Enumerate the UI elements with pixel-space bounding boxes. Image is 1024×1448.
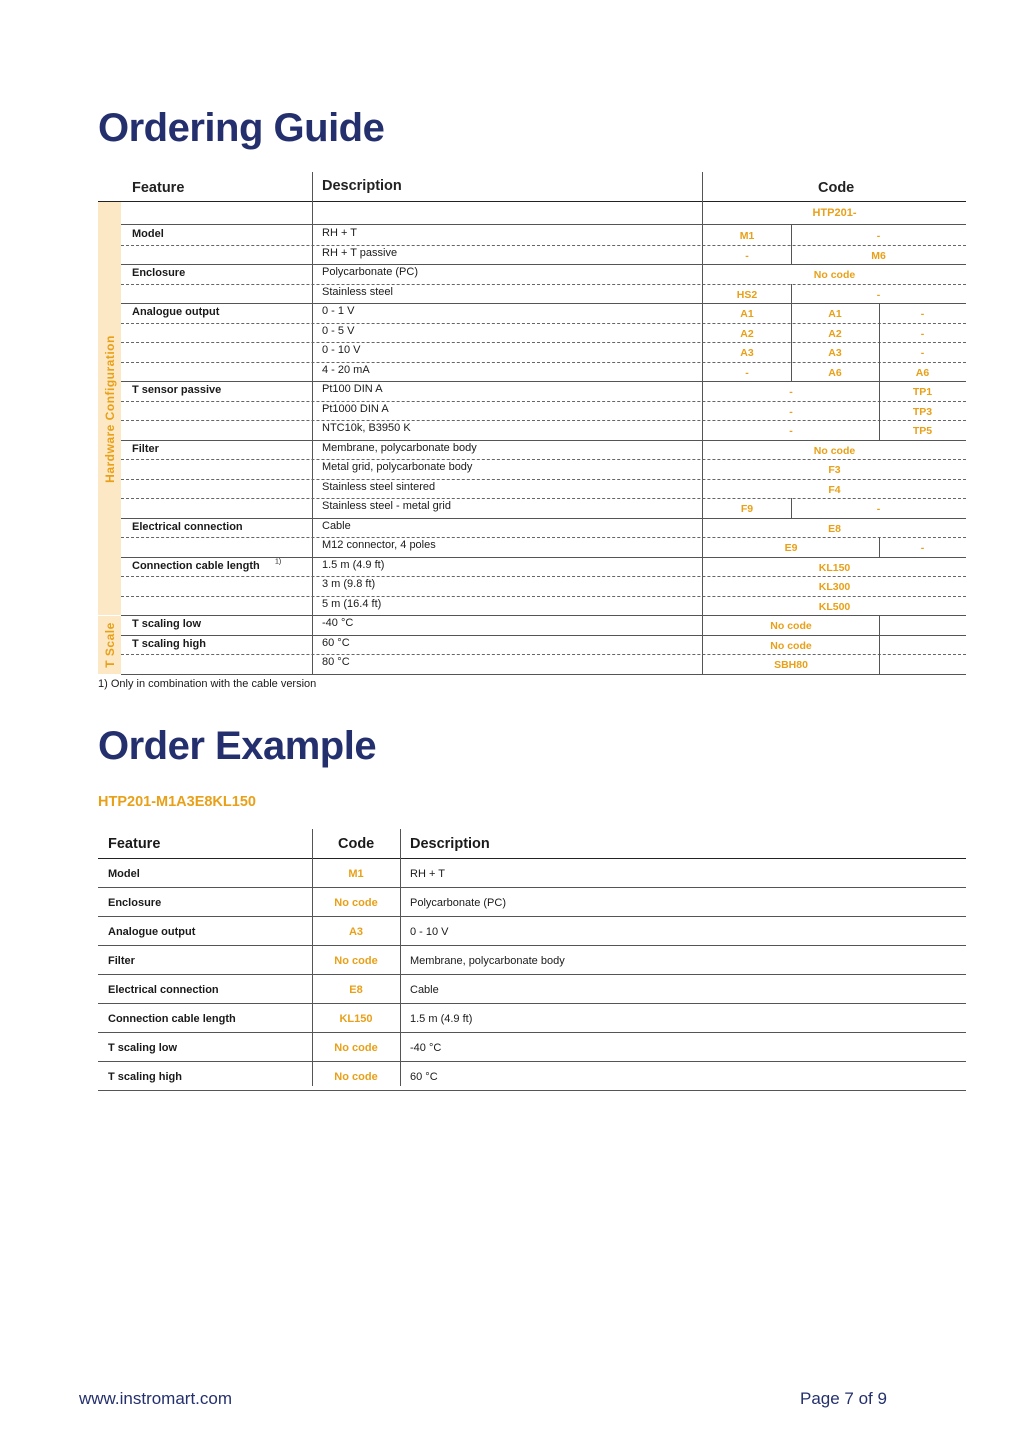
- feature-label: T scaling high: [132, 637, 206, 650]
- description-label: Stainless steel - metal grid: [322, 500, 451, 512]
- table-row: [121, 537, 966, 558]
- order-example-table: [98, 829, 966, 1091]
- example-row: [98, 888, 966, 917]
- code-cell: -: [920, 327, 925, 340]
- code-cell-divider: [879, 323, 880, 343]
- description-label: Cable: [322, 519, 351, 532]
- code-cell-divider: [879, 537, 880, 557]
- description-label: 0 - 10 V: [322, 344, 361, 356]
- code-cell: No code: [813, 444, 856, 457]
- order-example-code: HTP201-M1A3E8KL150: [98, 794, 256, 810]
- example-description: Membrane, polycarbonate body: [410, 955, 565, 967]
- example-feature: Filter: [108, 955, 135, 967]
- table-row: [121, 615, 966, 636]
- table-row: [121, 323, 966, 344]
- example-row: [98, 1004, 966, 1033]
- code-cell-divider: [879, 635, 880, 655]
- example-code: No code: [334, 955, 378, 967]
- table-row: [121, 401, 966, 422]
- footnote-marker: 1): [275, 558, 282, 566]
- ordering-guide-table: [98, 172, 966, 674]
- example-code: No code: [334, 1042, 378, 1054]
- code-cell: No code: [770, 639, 812, 652]
- example-description: 1.5 m (4.9 ft): [410, 1013, 473, 1025]
- description-label: -40 °C: [322, 617, 354, 629]
- example-feature: Model: [108, 868, 140, 880]
- description-label: RH + T passive: [322, 246, 398, 259]
- side-label-hardware-text: Hardware Configuration: [102, 334, 117, 483]
- base-code-row: [121, 202, 966, 225]
- code-cell-divider: [791, 362, 792, 382]
- example-code: No code: [334, 1071, 378, 1083]
- table-row: [121, 381, 966, 402]
- code-cell: No code: [770, 620, 812, 632]
- code-cell: A6: [828, 366, 842, 379]
- code-cell-divider: [791, 342, 792, 362]
- code-cell: A3: [740, 347, 754, 359]
- example-code: E8: [349, 984, 363, 996]
- code-cell: A2: [828, 327, 842, 340]
- code-cell: E9: [784, 542, 798, 554]
- feature-header: Feature: [132, 180, 185, 196]
- description-label: 80 °C: [322, 656, 350, 668]
- code-cell: -: [789, 386, 793, 398]
- code-cell: -: [745, 249, 749, 262]
- table-row: [121, 303, 966, 324]
- code-cell-divider: [879, 381, 880, 401]
- example-row: [98, 946, 966, 975]
- table-row: [121, 420, 966, 441]
- table-row: [121, 264, 966, 285]
- description-label: 5 m (16.4 ft): [322, 597, 382, 610]
- table-row: [121, 576, 966, 597]
- example-description: RH + T: [410, 868, 445, 880]
- description-label: Metal grid, polycarbonate body: [322, 461, 473, 473]
- example-row: [98, 859, 966, 888]
- code-cell: No code: [813, 269, 856, 281]
- code-cell: -: [789, 425, 793, 437]
- example-feature: Analogue output: [108, 926, 196, 938]
- code-cell-divider: [791, 323, 792, 343]
- description-label: Stainless steel sintered: [322, 480, 436, 493]
- example-row: [98, 1033, 966, 1062]
- description-label: 0 - 5 V: [322, 324, 355, 337]
- example-row: [98, 975, 966, 1004]
- description-label: 1.5 m (4.9 ft): [322, 558, 385, 571]
- example-description: -40 °C: [410, 1042, 442, 1054]
- description-label: Pt1000 DIN A: [322, 402, 389, 415]
- description-label: 0 - 1 V: [322, 305, 355, 317]
- code-cell: F4: [828, 483, 841, 496]
- description-label: Polycarbonate (PC): [322, 266, 418, 278]
- side-label-tscale-text: T Scale: [102, 622, 117, 668]
- code-cell: M6: [871, 249, 886, 262]
- feature-label: Analogue output: [132, 306, 220, 318]
- side-label-tscale: [98, 616, 121, 674]
- description-label: Pt100 DIN A: [322, 383, 383, 395]
- code-cell: E8: [828, 522, 841, 535]
- footer-website: www.instromart.com: [79, 1389, 233, 1408]
- code-cell: SBH80: [774, 659, 808, 671]
- code-cell-divider: [791, 284, 792, 304]
- code-cell: A3: [828, 347, 842, 359]
- code-cell: M1: [739, 230, 755, 242]
- code-cell-divider: [791, 303, 792, 323]
- table-row: [121, 362, 966, 383]
- code-cell: -: [789, 405, 793, 418]
- code-cell-divider: [791, 225, 792, 245]
- order-example-title: Order Example: [98, 724, 377, 768]
- feature-label: Model: [132, 228, 164, 240]
- example-row: [98, 1062, 966, 1091]
- code-cell: A6: [915, 366, 930, 379]
- example-feature: T scaling high: [108, 1071, 182, 1083]
- base-code: HTP201-: [812, 207, 857, 219]
- feature-label: Filter: [132, 442, 159, 455]
- code-cell: KL150: [818, 561, 851, 574]
- example-code-header: Code: [338, 836, 375, 852]
- code-cell: TP3: [912, 405, 933, 418]
- code-cell-divider: [879, 654, 880, 674]
- example-description: Polycarbonate (PC): [410, 897, 506, 909]
- footnote: 1) Only in combination with the cable version: [98, 678, 317, 690]
- description-label: Stainless steel: [322, 285, 393, 298]
- ordering-guide-header: [98, 172, 966, 202]
- code-cell-divider: [879, 401, 880, 421]
- code-cell-divider: [879, 342, 880, 362]
- code-header: Code: [818, 180, 855, 196]
- feature-label: Enclosure: [132, 267, 186, 279]
- description-label: 60 °C: [322, 636, 350, 649]
- description-label: 3 m (9.8 ft): [322, 578, 376, 590]
- order-example-header: [98, 829, 966, 859]
- code-cell-divider: [879, 615, 880, 635]
- table-row: [121, 635, 966, 656]
- feature-label: T scaling low: [132, 618, 202, 630]
- table-row: [121, 440, 966, 461]
- code-cell: F3: [828, 464, 841, 476]
- feature-label: Electrical connection: [132, 520, 243, 533]
- example-feature: Enclosure: [108, 897, 162, 909]
- table-row: [121, 459, 966, 480]
- table-row: [121, 342, 966, 363]
- table-row: [121, 498, 966, 519]
- code-cell: -: [920, 347, 925, 359]
- example-description: Cable: [410, 984, 439, 996]
- description-label: Membrane, polycarbonate body: [322, 441, 477, 454]
- code-cell: -: [745, 366, 749, 379]
- table-row: [121, 654, 966, 675]
- description-label: NTC10k, B3950 K: [322, 422, 411, 434]
- code-cell: -: [920, 308, 925, 320]
- code-cell-divider: [791, 498, 792, 518]
- code-cell-divider: [791, 245, 792, 265]
- example-description: 60 °C: [410, 1071, 438, 1083]
- example-feature: T scaling low: [108, 1042, 178, 1054]
- feature-label: T sensor passive: [132, 384, 222, 396]
- example-row: [98, 917, 966, 946]
- example-code: No code: [334, 897, 378, 909]
- example-feature-header: Feature: [108, 836, 161, 852]
- side-label-hardware: [98, 202, 121, 615]
- footnote-marker-wrap: [275, 557, 281, 575]
- description-label: M12 connector, 4 poles: [322, 539, 436, 551]
- code-cell: -: [920, 542, 925, 554]
- code-cell: -: [876, 503, 881, 515]
- table-row: [121, 284, 966, 305]
- table-row: [121, 479, 966, 500]
- code-cell: A1: [828, 308, 842, 320]
- example-code: M1: [348, 868, 364, 880]
- code-cell-divider: [879, 303, 880, 323]
- description-label: 4 - 20 mA: [322, 363, 370, 376]
- code-cell-divider: [879, 420, 880, 440]
- table-row: [121, 557, 966, 578]
- ordering-guide-title: Ordering Guide: [98, 106, 385, 150]
- code-cell: A2: [740, 327, 754, 340]
- description-label: RH + T: [322, 227, 357, 239]
- table-row: [121, 245, 966, 266]
- code-cell: -: [876, 230, 881, 242]
- description-header: Description: [322, 178, 402, 194]
- code-cell: KL300: [818, 581, 851, 593]
- example-code: KL150: [339, 1013, 373, 1025]
- footer-page-number: Page 7 of 9: [800, 1389, 887, 1408]
- code-cell: HS2: [736, 288, 758, 301]
- example-feature: Electrical connection: [108, 984, 219, 996]
- code-cell: A1: [740, 308, 754, 320]
- table-row: [121, 225, 966, 246]
- code-cell: KL500: [818, 600, 851, 613]
- example-feature: Connection cable length: [108, 1013, 236, 1025]
- example-description-header: Description: [410, 836, 490, 852]
- code-cell-divider: [879, 362, 880, 382]
- example-code: A3: [348, 926, 364, 938]
- code-cell: TP5: [912, 425, 933, 437]
- table-row: [121, 596, 966, 617]
- code-cell: -: [876, 288, 881, 301]
- example-description: 0 - 10 V: [410, 926, 449, 938]
- code-cell: F9: [740, 503, 754, 515]
- code-cell: TP1: [912, 386, 933, 398]
- table-row: [121, 518, 966, 539]
- feature-label: Connection cable length: [132, 559, 260, 572]
